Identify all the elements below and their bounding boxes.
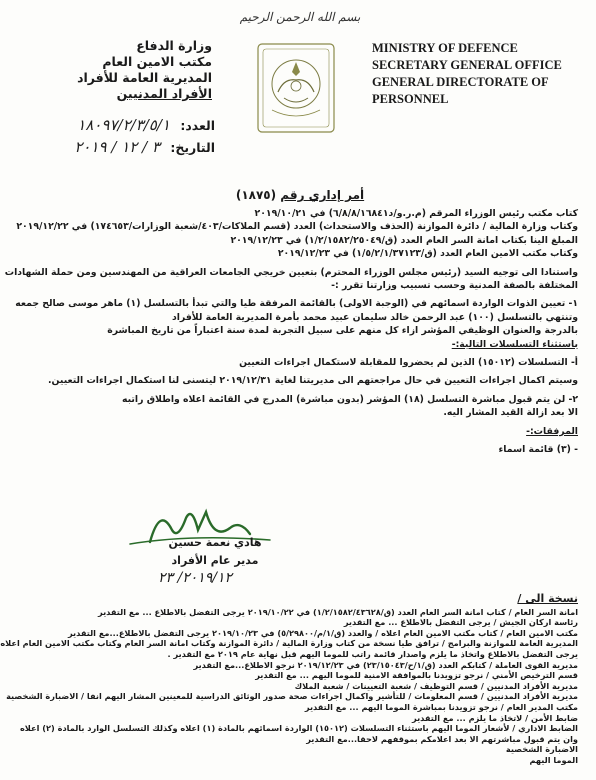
copy-line: يرجى التفضل بالاطلاع واتخاذ ما يلزم واصدار قائمة راتب للموما اليهم قبل نهاية عام ٢٠١٩ مع التقدير . — [167, 648, 578, 659]
number-label: العدد: — [180, 118, 215, 133]
copy-to-section — [0, 592, 578, 766]
header-ar-line1: وزارة الدفاع — [136, 38, 212, 53]
header-en-line3: GENERAL DIRECTORATE OF — [372, 75, 549, 89]
reference-date — [15, 138, 215, 156]
body-line: باستثناء التسلسلات التالية:- — [451, 338, 578, 350]
body-line: وتنتهي بالتسلسل (١٠٠) عبد الرحمن خالد سليمان عبيد محمد بأمرة المديرية العامة للأفراد — [171, 311, 578, 323]
copy-line: امانة السر العام / كتاب امانة السر العام العدد (ق/١/٢/١٥٨٢/٤٣٦٢٨) في ٢٠١٩/١٠/٢٢ يرجى التفضل بالاطلاع ... مع التقدير — [97, 606, 578, 617]
body-line: بالدرجة والعنوان الوظيفي المؤشر ازاء كل منهم على سبيل التجربة لمدة سنة اعتباراً من تاريخ المباشرة — [107, 325, 578, 337]
body-line: وسيتم اكمال اجراءات التعيين في حال مراجعتهم الى مديريتنا لغاية ٢٠١٩/١٢/٣١ ليتسنى لنا استكمال اجراءات التعيين. — [48, 375, 578, 387]
header-en-line4: PERSONNEL — [372, 92, 449, 106]
date-label: التاريخ: — [170, 140, 215, 155]
copy-line: الاضبارة الشخصية — [505, 744, 578, 755]
copy-line: قسم الترخيص الأمني / نرجو تزويدنا بالموافقة الامنية للموما اليهم ... مع التقدير — [255, 670, 578, 681]
body-line: الا بعد ازالة القيد المشار اليه. — [443, 407, 578, 419]
body-line: واستنادا الى توجيه السيد (رئيس مجلس الوزراء المحترم) بتعيين خريجي الجامعات العراقية من المهندسين ومن حملة الشهادات — [4, 266, 578, 278]
order-title-prefix: أمر إداري رقم — [280, 188, 365, 202]
attachments-heading: المرفقات:- — [526, 425, 578, 437]
copy-line: ضابط الأمن / لاتخاذ ما يلزم ... مع التقدير — [412, 712, 578, 723]
header-en-line2: SECRETARY GENERAL OFFICE — [372, 58, 562, 72]
header-english — [372, 40, 582, 108]
copy-line: مكتب المدير العام / نرجو تزويدنا بمباشرة الموما اليهم ... مع التقدير — [304, 701, 578, 712]
copy-line: مديرية الأفراد المدنيين / قسم المعلومات / للتأشير واكمال اجراءات صحة صدور الوثائق الدراسية للمعينين المشار اليهم انفا / الاضبارة الشخصية — [6, 691, 578, 702]
header-ar-line2: مكتب الامين العام — [102, 54, 212, 69]
body-line: ١- تعيين الذوات الواردة اسمائهم في (الوجبة الاولى) بالقائمة المرفقة طيا والتي تبدأ بالتسلسل (١) ماهر موسى صالح جمعه — [15, 298, 578, 310]
copy-line: مكتب الامين العام / كتاب مكتب الامين العام اعلاه / والعدد (ق/١/م/٥/٢٩٨٠٠) في ٢٠١٩/١٠/٢٣ يرجى التفضل بالاطلاع...مع التقدير — [67, 627, 578, 638]
signature-date: ٢٠١٩/١٢/ ٢٣ — [157, 570, 233, 586]
header-en-line1: MINISTRY OF DEFENCE — [372, 41, 518, 55]
header-arabic — [22, 38, 212, 102]
date-value: ٣ / ١٢ / ٢٠١٩ — [74, 138, 160, 156]
order-body — [4, 207, 578, 457]
copy-line: مديرية الأفراد المدنيين / قسم التوظيف / شعبة التعيينات / شعبة الملاك — [294, 680, 578, 691]
reference-number — [15, 116, 215, 134]
body-line: كتاب مكتب رئيس الوزراء المرقم (م.ر.و/د٦/٨/٨/١٦٨٤١) في ٢٠١٩/١٠/٢١ — [254, 208, 578, 219]
copy-line: رئاسة اركان الجيش / يرجى التفضل بالاطلاع ... مع التقدير — [343, 617, 578, 628]
copy-line: المديرية العامة للموازنة والبرامج / ترافق طيا نسخة من كتاب وزارة المالية / دائرة الموازنة وكتاب امانة السر العام وكتاب مكتب الامين العام اعلاه — [0, 638, 578, 649]
order-title — [210, 188, 390, 202]
copy-to-title: نسخة الى / — [517, 592, 578, 605]
copy-line: الضابط الاداري / لأشعار الموما اليهم باستثناء التسلسلات (١٥٠١٢) الواردة اسمائهم بالمادة (١) اعلاه وكذلك التسلسل الوارد بالمادة (٢) اعلاه — [19, 723, 578, 734]
attachments-item: - (٣) قائمة اسماء — [498, 444, 578, 456]
body-line: وكتاب مكتب الامين العام العدد (ق/١/٥/٢/١/٣٧١٢٣) في ٢٠١٩/١٢/٢٣ — [277, 248, 578, 260]
basmala: بسم الله الرحمن الرحيم — [239, 10, 361, 24]
body-line: وكتاب وزارة المالية / دائرة الموازنة (الحذف والاستحداث) العدد (قسم الملاكات/٤٠٣/شعبة الوزارات/١٧٤٦٥٣) في ٢٠١٩/١٢/٢٢ — [16, 221, 578, 233]
header-ar-line3: المديرية العامة للأفراد — [77, 70, 212, 85]
order-title-number: (١٨٧٥) — [235, 188, 277, 202]
body-line: أ- التسلسلات (١٥٠١٢) الذين لم يحضروا للمقابلة لاستكمال اجراءات التعيين — [239, 357, 578, 369]
body-line: ٢- لن يتم قبول مباشرة التسلسل (١٨) المؤشر (بدون مباشرة) المدرج في القائمة اعلاه واطلاق راتبه — [122, 393, 578, 405]
signatory-name: هادي نعمة حسين — [168, 536, 262, 549]
copy-line: وان يتم قبول مباشرتهم الا بعد اعلامكم بموقفهم لاحقا...مع التقدير — [306, 733, 578, 744]
header-ar-line4: الأفراد المدنيين — [116, 86, 212, 101]
body-line: المختلفة بالصفة المدنية وحسب تسبيب وزارتنا تقرر :- — [331, 280, 578, 292]
body-line: المبلغ الينا بكتاب امانة السر العام العدد (ق/١/٢/١٥٨٢/٢٥٠٤٩) في ٢٠١٩/١٢/٢٣ — [230, 234, 578, 246]
copy-line: الموما اليهم — [529, 754, 578, 765]
number-value: ١٨٠٩٧/٢/٣/٥/١ — [77, 116, 170, 134]
ministry-emblem-icon — [254, 40, 338, 136]
copy-line: مديرية القوى العاملة / كتابكم العدد (ق/١/ح/٢٣/١٥٠٤٣) في ٢٠١٩/١٢/٢٣ نرجو الاطلاع...مع التقدير — [193, 659, 578, 670]
signatory-title: مدير عام الأفراد — [171, 554, 259, 567]
